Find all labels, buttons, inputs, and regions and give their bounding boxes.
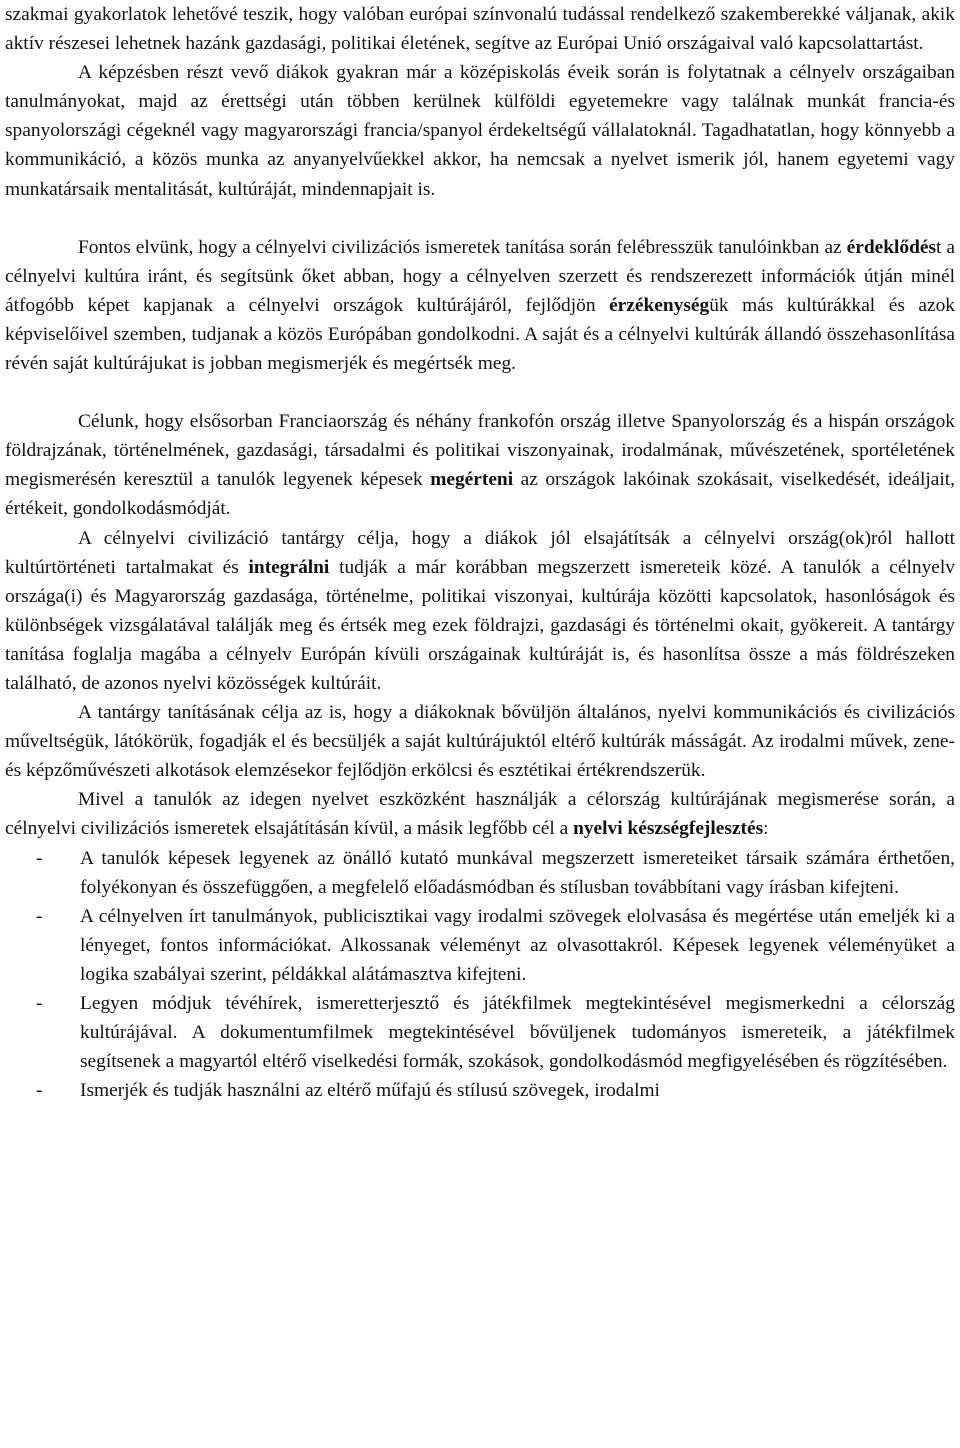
paragraph-1-text: szakmai gyakorlatok lehetővé teszik, hogy valóban európai színvonalú tudással rendelkező szakemberekké váljanak, akik aktív részesei lehetnek hazánk gazdasági, politikai életének, segítve az Európai Unió országaival való kapcsolattartást. bbox=[5, 4, 955, 55]
document-page bbox=[5, 0, 955, 1105]
paragraph-3-text-a: Fontos elvünk, hogy a célnyelvi civilizációs ismeretek tanítása során felébresszük tanulóinkban az bbox=[78, 236, 847, 258]
paragraph-4 bbox=[5, 407, 955, 523]
list-item bbox=[5, 844, 955, 902]
list-item bbox=[5, 989, 955, 1076]
list-item bbox=[5, 902, 955, 989]
bullet-dash: - bbox=[36, 993, 43, 1014]
paragraph-7-text-c: : bbox=[763, 818, 769, 840]
paragraph-gap bbox=[5, 378, 955, 407]
paragraph-5-bold-integrate: integrálni bbox=[248, 556, 330, 578]
paragraph-3 bbox=[5, 233, 955, 378]
paragraph-3-bold-sensitivity: érzékenység bbox=[609, 294, 710, 316]
paragraph-7-text-a: Mivel a tanulók az idegen nyelvet eszközként használják a célország kultúrájának megismerése során, a célnyelvi civilizációs ismeretek elsajátításán kívül, a másik legfőbb cél a bbox=[5, 789, 955, 840]
paragraph-6 bbox=[5, 698, 955, 785]
paragraph-7-bold-skill-development: nyelvi készségfejlesztés bbox=[573, 818, 764, 840]
paragraph-3-text-e: ük más kultúrákkal és azok képviselőivel szemben, tudjanak a közös Európában gondolkodni. A saját és a célnyelvi kultúrák állandó összehasonlítása révén saját kultúrájukat is jobban megismerjék és megértsék meg. bbox=[5, 294, 955, 375]
bullet-dash: - bbox=[36, 847, 43, 869]
bullet-dash: - bbox=[36, 905, 43, 927]
list-item bbox=[5, 1076, 955, 1105]
paragraph-3-bold-interest: érdeklődés bbox=[846, 236, 937, 258]
paragraph-4-text-c: az országok lakóinak szokásait, viselkedését, ideáljait, értékeit, gondolkodásmódját. bbox=[5, 469, 956, 520]
skill-list bbox=[5, 844, 955, 1106]
bullet-dash: - bbox=[36, 1080, 43, 1102]
paragraph-5-text-c: tudják a már korábban megszerzett ismereteik közé. A tanulók a célnyelv országa(i) és Magyarország gazdasága, történelme, politikai viszonyai, kultúrája közötti kapcsolatok, hasonlóságok és különbségek vizsgálatával találják meg és értsék meg ezek földrajzi, gazdasági és történelmi okait, gyökereit. A tantárgy tanítása foglalja magába a célnyelv Európán kívüli országainak kultúráját is, és hasonlítsa össze a más földrészeken található, de azonos nyelvi közösségek kultúráit. bbox=[5, 556, 955, 694]
list-item-text: A célnyelven írt tanulmányok, publicisztikai vagy irodalmi szövegek elolvasása és megértése után emeljék ki a lényeget, fontos információkat. Alkossanak véleményt az olvasottakról. Képesek legyenek véleményüket a logika szabályai szerint, példákkal alátámasztva kifejteni. bbox=[80, 905, 955, 985]
paragraph-3-text-c: t a célnyelvi kultúra iránt, és segítsünk őket abban, hogy a célnyelven szerzett és rendszerezett információk útján minél átfogóbb képet kapjanak a célnyelvi országok kultúrájáról, fejlődjön bbox=[5, 236, 955, 316]
paragraph-6-text: A tantárgy tanításának célja az is, hogy a diákoknak bővüljön általános, nyelvi kommunikációs és civilizációs műveltségük, látókörük, fogadják el és becsüljék a saját kultúrájuktól eltérő kultúrák másságát. Az irodalmi művek, zene- és képzőművészeti alkotások elemzésekor fejlődjön erkölcsi és esztétikai értékrendszerük. bbox=[5, 702, 955, 782]
paragraph-5 bbox=[5, 524, 955, 699]
paragraph-gap bbox=[5, 204, 955, 233]
list-item-text: Ismerjék és tudják használni az eltérő műfajú és stílusú szövegek, irodalmi bbox=[80, 1080, 660, 1102]
paragraph-4-text-a: Célunk, hogy elsősorban Franciaország és néhány frankofón ország illetve Spanyolország és a hispán országok földrajzának, történelmének, gazdasági, társadalmi és politikai viszonyainak, irodalmának, művészetének, sportéletének megismerésén keresztül a tanulók legyenek képesek bbox=[5, 411, 955, 491]
paragraph-5-text-a: A célnyelvi civilizáció tantárgy célja, hogy a diákok jól elsajátítsák a célnyelvi ország(ok)ról hallott kultúrtörténeti tartalmakat és bbox=[5, 527, 955, 578]
list-item-text: A tanulók képesek legyenek az önálló kutató munkával megszerzett ismereteiket társaik számára érthetően, folyékonyan és összefüggően, a megfelelő előadásmódban és stílusban továbbítani vagy írásban kifejteni. bbox=[80, 847, 955, 898]
paragraph-2 bbox=[5, 58, 955, 203]
paragraph-7 bbox=[5, 785, 955, 843]
list-item-text: Legyen módjuk tévéhírek, ismeretterjesztő és játékfilmek megtekintésével megismerkedni a célország kultúrájával. A dokumentumfilmek megtekintésével bővüljenek tudományos ismereteik, a játékfilmek segítsenek a magyartól eltérő viselkedési formák, szokások, gondolkodásmód megfigyelésében és rögzítésében. bbox=[80, 993, 955, 1073]
paragraph-4-bold-understand: megérteni bbox=[430, 469, 514, 491]
paragraph-2-text: A képzésben részt vevő diákok gyakran már a középiskolás éveik során is folytatnak a célnyelv országaiban tanulmányokat, majd az érettségi után többen kerülnek külföldi egyetemekre vagy találnak munkát francia-és spanyolországi cégeknél vagy magyarországi francia/spanyol érdekeltségű vállalatoknál. Tagadhatatlan, hogy könnyebb a kommunikáció, a közös munka az anyanyelvűekkel akkor, ha nemcsak a nyelvet ismerik jól, hanem egyetemi vagy munkatársaik mentalitását, kultúráját, mindennapjait is. bbox=[5, 62, 955, 200]
paragraph-1 bbox=[5, 0, 955, 58]
